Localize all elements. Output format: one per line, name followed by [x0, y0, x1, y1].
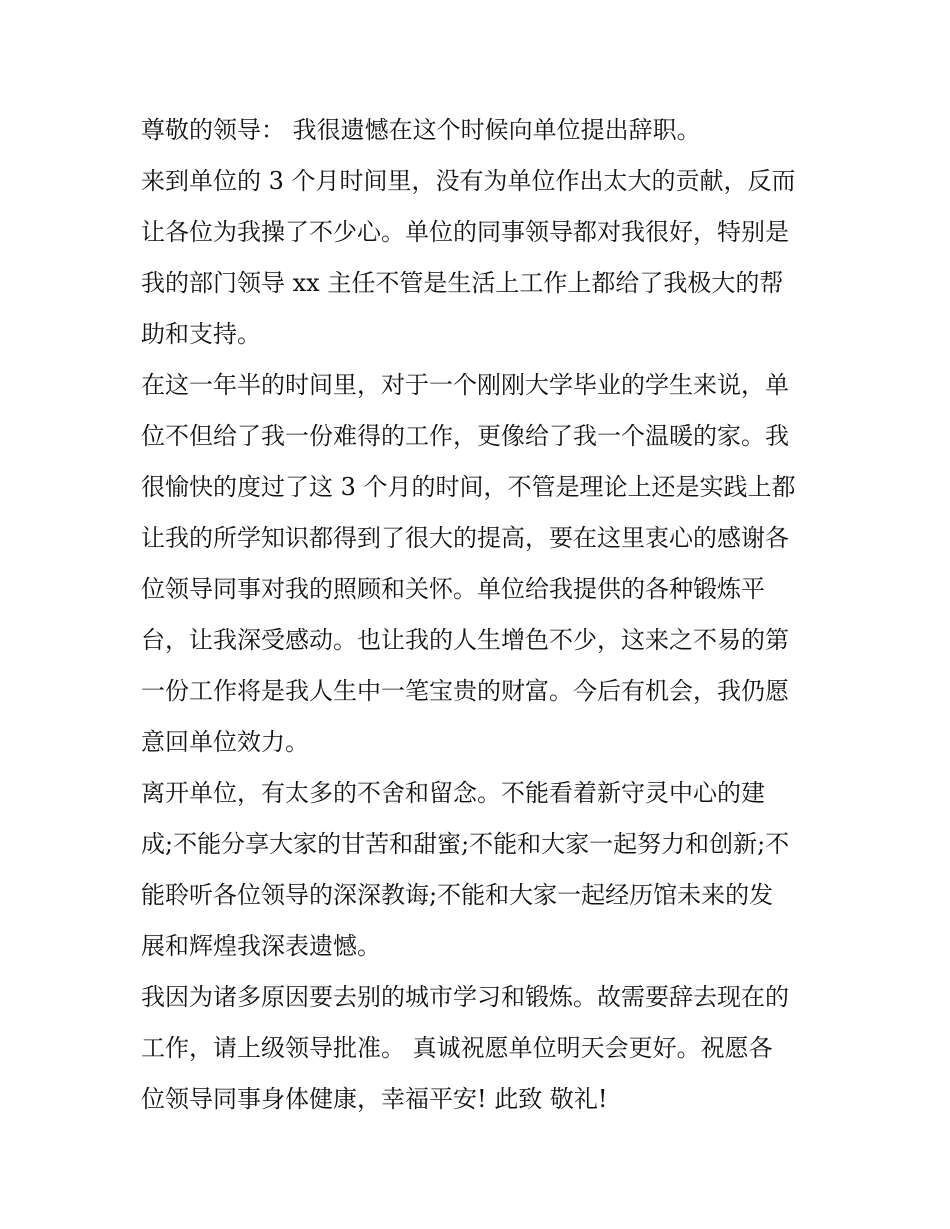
text-line: 工作，请上级领导批准。 真诚祝愿单位明天会更好。祝愿各 [141, 1034, 773, 1062]
text-line: 让各位为我操了不少心。单位的同事领导都对我很好，特别是 [141, 218, 789, 246]
letter-body [141, 105, 821, 1125]
text-line: 展和辉煌我深表遗憾。 [141, 932, 381, 960]
text-line: 能聆听各位领导的深深教诲;不能和大家一起经历馆未来的发 [141, 881, 774, 909]
text-line: 位领导同事对我的照顾和关怀。单位给我提供的各种锻炼平 [141, 575, 765, 603]
text-line: 成;不能分享大家的甘苦和甜蜜;不能和大家一起努力和创新;不 [141, 830, 790, 858]
text-line: 位不但给了我一份难得的工作，更像给了我一个温暖的家。我 [141, 422, 789, 450]
text-line: 我的部门领导 xx 主任不管是生活上工作上都给了我极大的帮 [141, 269, 784, 297]
text-line: 离开单位，有太多的不舍和留念。不能看着新守灵中心的建 [141, 779, 765, 807]
text-line: 一份工作将是我人生中一笔宝贵的财富。今后有机会，我仍愿 [141, 677, 789, 705]
text-line: 我因为诸多原因要去别的城市学习和锻炼。故需要辞去现在的 [141, 983, 789, 1011]
text-line: 尊敬的领导： 我很遗憾在这个时候向单位提出辞职。 [141, 116, 701, 144]
text-line: 在这一年半的时间里，对于一个刚刚大学毕业的学生来说，单 [141, 371, 789, 399]
text-line: 意回单位效力。 [141, 728, 309, 756]
text-line: 让我的所学知识都得到了很大的提高，要在这里衷心的感谢各 [141, 524, 789, 552]
text-line: 助和支持。 [141, 320, 261, 348]
text-line: 台，让我深受感动。也让我的人生增色不少，这来之不易的第 [141, 626, 789, 654]
text-line: 来到单位的 3 个月时间里，没有为单位作出太大的贡献，反而 [141, 167, 796, 195]
text-line: 位领导同事身体健康，幸福平安! 此致 敬礼! [141, 1085, 608, 1113]
text-line: 很愉快的度过了这 3 个月的时间，不管是理论上还是实践上都 [141, 473, 796, 501]
